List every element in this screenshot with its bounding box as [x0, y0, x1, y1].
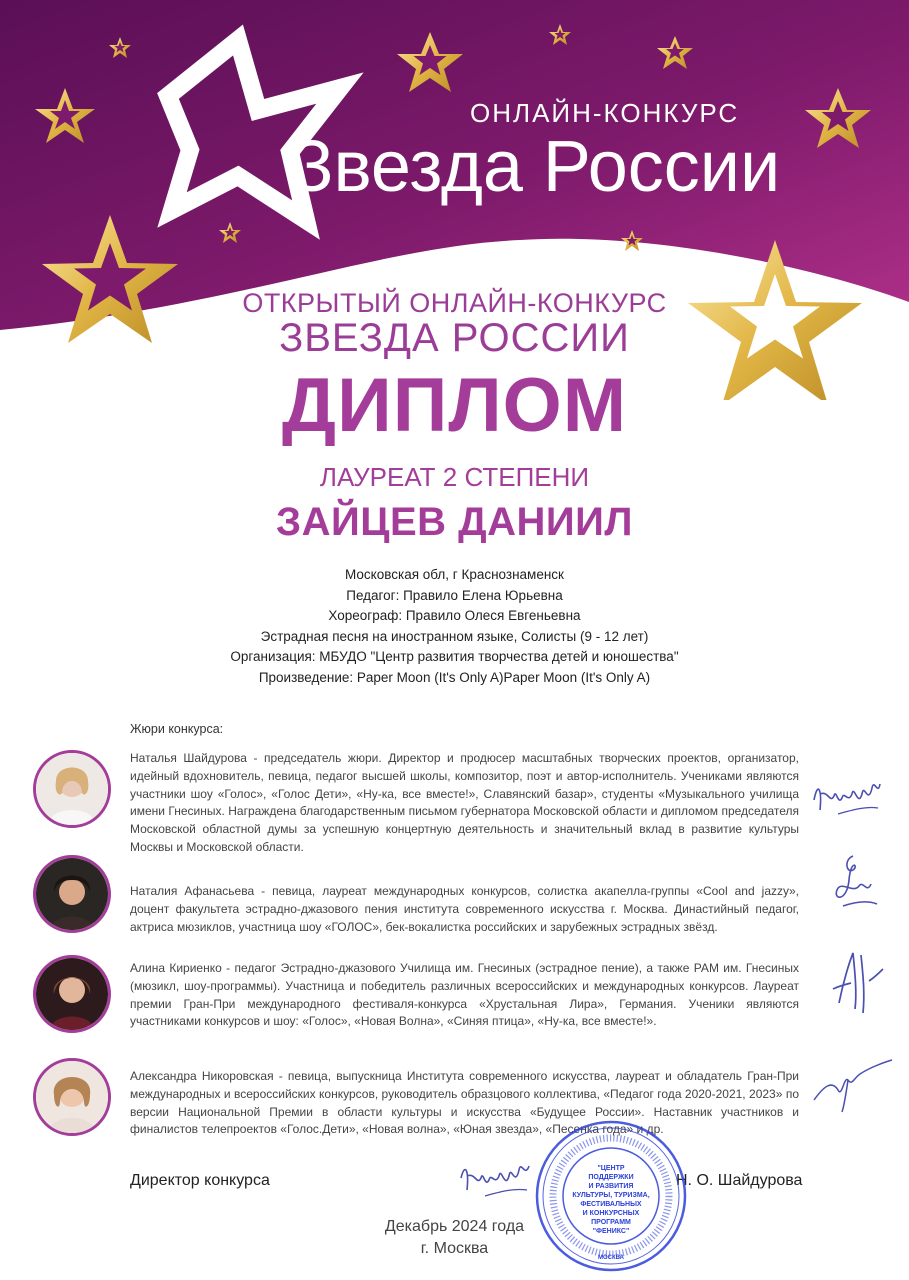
director-label: Директор конкурса: [130, 1172, 270, 1189]
detail-region: Московская обл, г Краснознаменск: [345, 567, 564, 582]
seal-line: "ЦЕНТР: [597, 1165, 625, 1172]
degree-label: ЛАУРЕАТ 2 СТЕПЕНИ: [319, 462, 590, 492]
signature-icon: [813, 850, 893, 930]
official-seal-icon: [533, 1118, 689, 1274]
header-title: Звезда России: [290, 127, 781, 207]
avatar: [33, 855, 111, 933]
signature-icon: [808, 760, 888, 830]
seal-line: И КОНКУРСНЫХ: [582, 1210, 640, 1217]
open-contest-label: ОТКРЫТЫЙ ОНЛАЙН-КОНКУРС: [242, 288, 667, 318]
issue-city: г. Москва: [420, 1240, 489, 1257]
avatar: [33, 1058, 111, 1136]
seal-line: И РАЗВИТИЯ: [588, 1183, 634, 1190]
avatar: [33, 750, 111, 828]
contest-name: ЗВЕЗДА РОССИИ: [279, 316, 630, 360]
seal-line: ФЕСТИВАЛЬНЫХ: [580, 1201, 642, 1208]
jury-title: Жюри конкурса:: [130, 722, 224, 736]
detail-piece: Произведение: Paper Moon (It's Only A)Paper Moon (It's Only A): [258, 669, 651, 685]
signature-icon: [808, 1050, 898, 1120]
jury-bio: Наталия Афанасьева - певица, лауреат международных конкурсов, солистка акапелла-группы «Cool and jazzy», доцент факультета эстрадно-джазового пения института современного искусства г. Москва. Династийный педагог, актриса мюзиклов, участница шоу «ГОЛОС», бек-вокалистка российских и зарубежных эстрадных звёзд.: [130, 884, 799, 934]
recipient-name: ЗАЙЦЕВ ДАНИИЛ: [276, 500, 633, 544]
issue-date: Декабрь 2024 года: [384, 1218, 525, 1235]
jury-bio: Алина Кириенко - педагог Эстрадно-джазового Училища им. Гнесиных (эстрадное пение), а также РАМ им. Гнесиных (мюзикл, шоу-программы). Участница и победитель различных всероссийских и международных конкурсов. Лауреат премии Гран-При международного фестиваля-конкурса «Хрустальная Лира», Германия. Ученики являются участниками конкурсов и шоу: «Голос», «Новая Волна», «Синяя птица», «Ну-ка, все вместе!».: [130, 961, 799, 1029]
director-name: Н. О. Шайдурова: [676, 1172, 803, 1189]
header-subtitle: ОНЛАЙН-КОНКУРС: [470, 98, 740, 128]
details-block: [0, 565, 909, 688]
seal-line: КУЛЬТУРЫ, ТУРИЗМА,: [572, 1192, 650, 1199]
seal-city: МОСКВА: [597, 1255, 625, 1261]
detail-teacher: Педагог: Правило Елена Юрьевна: [346, 587, 563, 603]
director-signature-icon: [455, 1148, 545, 1208]
detail-nomination: Эстрадная песня на иностранном языке, Солисты (9 - 12 лет): [260, 628, 649, 644]
avatar: [33, 955, 111, 1033]
jury-bio: Наталья Шайдурова - председатель жюри. Директор и продюсер масштабных творческих проектов, организатор, идейный вдохновитель, певица, педагог высшей школы, композитор, поэт и автор-исполнитель. Учениками являются участники шоу «Голос», «Голос Дети», «Ну-ка, все вместе!», Славянский базар», студенты «Музыкального училища имени Гнесиных. Награждена благодарственным письмом губернатора Московской области и дипломом председателя Московской областной думы за успешную концертную деятельность и значительный вклад в развитие культуры Москвы и Московской области.: [130, 751, 799, 854]
seal-line: ПОДДЕРЖКИ: [588, 1174, 634, 1181]
detail-organization: Организация: МБУДО "Центр развития творчества детей и юношества": [230, 649, 679, 664]
jury-bio: Александра Никоровская - певица, выпускница Института современного искусства, лауреат и обладатель Гран-При международных и всероссийских конкурсов, руководитель образцового коллектива, «Педагог года 2020-2021, 2023» по версии Национальной Премии в области культуры и искусства «Будущее России». Наставник участников и финалистов телепроектов «Голос.Дети», «Новая волна», «Юная звезда», «Песенка года» и др.: [130, 1069, 799, 1137]
signature-icon: [813, 943, 893, 1023]
detail-choreographer: Хореограф: Правило Олеся Евгеньевна: [328, 608, 581, 623]
diploma-title: ДИПЛОМ: [281, 363, 628, 448]
seal-line: "ФЕНИКС": [592, 1228, 630, 1235]
seal-line: ПРОГРАММ: [591, 1219, 631, 1226]
